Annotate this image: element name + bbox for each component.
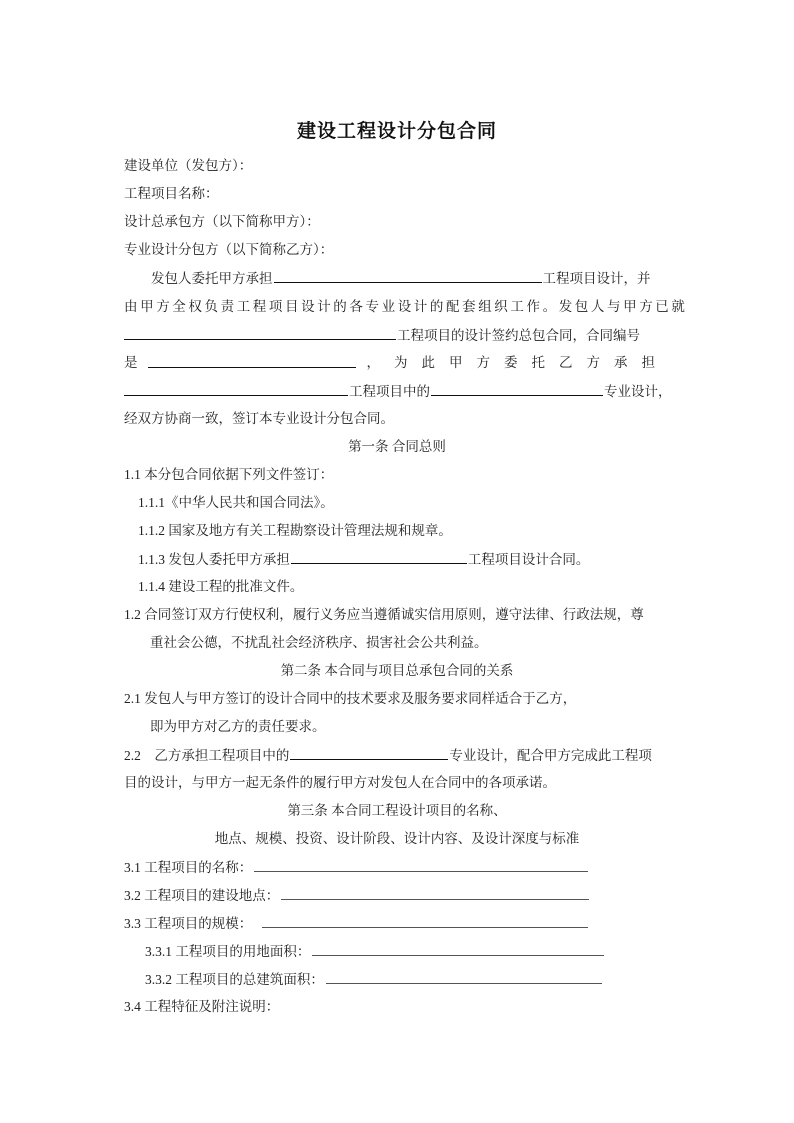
intro-text: 专业设计， (604, 384, 672, 399)
intro-text: 发包人委托甲方承担 (151, 271, 273, 286)
clause-text: 3.3.1 工程项目的用地面积： (145, 944, 311, 959)
blank-land-area-field[interactable] (312, 941, 604, 956)
clause-text: 3.3.2 工程项目的总建筑面积： (145, 972, 324, 987)
clause-2-2-line-2: 目的设计，与甲方一起无条件的履行甲方对发包人在合同中的各项承诺。 (124, 775, 556, 790)
article-3-heading-line-2: 地点、规模、投资、设计阶段、设计内容、及设计深度与标准 (214, 831, 580, 846)
intro-text: 工程项目中的 (349, 384, 430, 399)
clause-1-2-line-2: 重社会公德，不扰乱社会经济秩序、损害社会公共利益。 (150, 635, 488, 650)
intro-line-6: 经双方协商一致，签订本专业设计分包合同。 (124, 411, 394, 426)
article-1-heading: 第一条 合同总则 (348, 439, 446, 454)
clause-text: 3.1 工程项目的名称： (124, 860, 253, 875)
clause-1-1-1: 1.1.1《中华人民共和国合同法》。 (138, 495, 334, 510)
clause-1-1-2: 1.1.2 国家及地方有关工程勘察设计管理法规和规章。 (138, 523, 452, 538)
clause-text: 2.2 乙方承担工程项目中的 (124, 748, 290, 763)
clause-1-2-line-1: 1.2 合同签订双方行使权利，履行义务应当遵循诚实信用原则，遵守法律、行政法规，尊 (124, 607, 644, 622)
clause-text: 3.3 工程项目的规模： (124, 916, 253, 931)
field-party-b: 专业设计分包方（以下简称乙方）： (124, 242, 334, 257)
clause-1-1-4: 1.1.4 建设工程的批准文件。 (138, 579, 304, 594)
blank-project-name-field[interactable] (254, 857, 588, 872)
clause-3-3-2 (145, 969, 604, 989)
clause-2-2-line-1 (124, 745, 652, 765)
clause-text: 1.1.3 发包人委托甲方承担 (138, 552, 290, 567)
blank-project[interactable] (124, 381, 348, 396)
blank-contract-project[interactable] (291, 549, 467, 564)
intro-text: 工程项目设计，并 (542, 271, 651, 286)
blank-specialty-design[interactable] (290, 745, 448, 760)
intro-line-1 (151, 268, 651, 288)
clause-3-1 (124, 857, 590, 877)
blank-building-area-field[interactable] (326, 969, 602, 984)
clause-1-1-3 (138, 549, 589, 569)
page-title: 建设工程设计分包合同 (296, 121, 497, 142)
clause-text: 专业设计，配合甲方完成此工程项 (449, 748, 652, 763)
clause-3-3-1 (145, 941, 606, 961)
clause-3-2 (124, 885, 591, 905)
blank-project-name[interactable] (274, 268, 542, 283)
intro-line-2: 由甲方全权负责工程项目设计的各专业设计的配套组织工作。发包人与甲方已就 (124, 299, 688, 314)
blank-contract-number[interactable] (148, 353, 356, 368)
intro-text: ，为此甲方委托乙方承担 (366, 355, 669, 370)
blank-scale-field[interactable] (262, 913, 588, 928)
clause-1-1: 1.1 本分包合同依据下列文件签订： (124, 467, 334, 482)
field-construction-unit: 建设单位（发包方）： (124, 158, 253, 173)
clause-text: 工程项目设计合同。 (467, 552, 590, 567)
blank-location-field[interactable] (281, 885, 589, 900)
field-party-a: 设计总承包方（以下简称甲方）： (124, 214, 320, 229)
clause-text: 3.2 工程项目的建设地点： (124, 888, 280, 903)
intro-text: 工程项目的设计签约总包合同，合同编号 (397, 328, 640, 343)
clause-3-4: 3.4 工程特征及附注说明： (124, 999, 280, 1014)
blank-general-contract-project[interactable] (124, 325, 396, 340)
intro-text: 是 (124, 355, 138, 370)
intro-line-4 (124, 353, 669, 373)
blank-specialty[interactable] (431, 381, 603, 396)
intro-line-3 (124, 325, 640, 345)
field-project-name: 工程项目名称： (124, 186, 219, 201)
clause-2-1-line-1: 2.1 发包人与甲方签订的设计合同中的技术要求及服务要求同样适合于乙方， (124, 691, 577, 706)
article-2-heading: 第二条 本合同与项目总承包合同的关系 (280, 663, 514, 678)
clause-3-3 (124, 913, 590, 933)
intro-line-5 (124, 381, 672, 401)
clause-2-1-line-2: 即为甲方对乙方的责任要求。 (150, 719, 326, 734)
article-3-heading-line-1: 第三条 本合同工程设计项目的名称、 (287, 803, 507, 818)
